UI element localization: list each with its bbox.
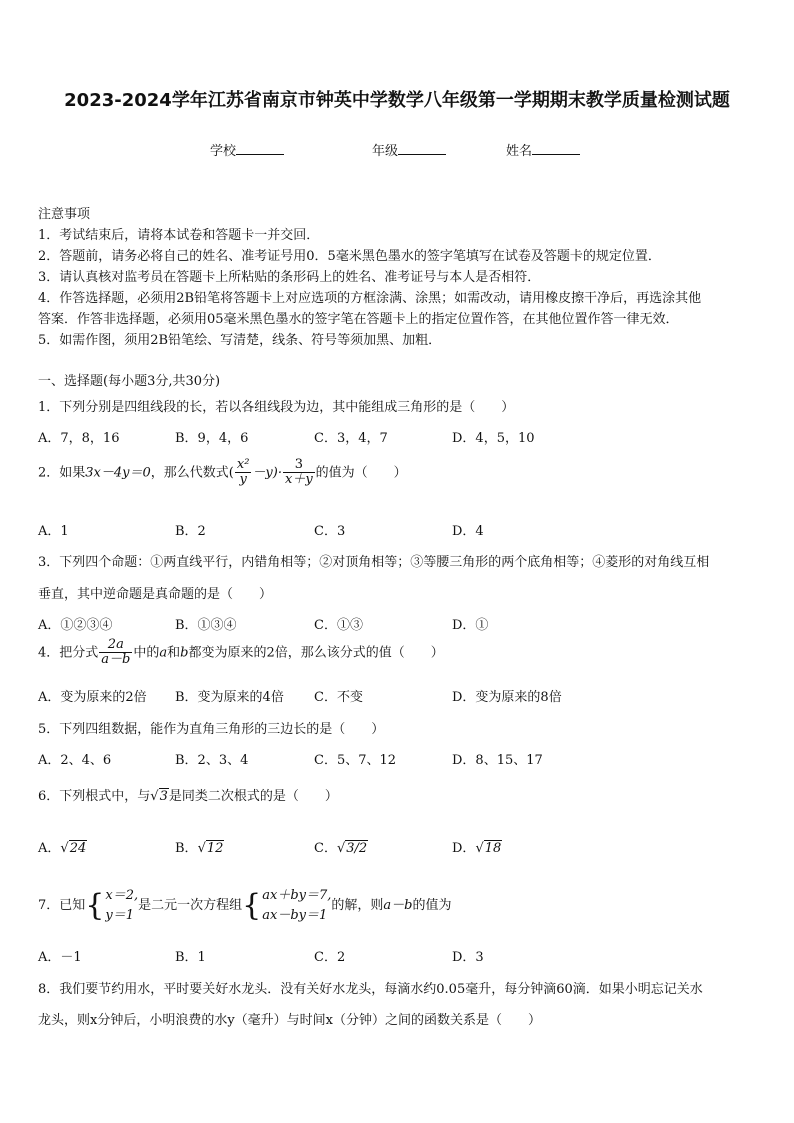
grade-field	[372, 140, 446, 159]
q6-option-b	[175, 837, 224, 856]
q6-radicand: 3	[159, 789, 168, 804]
q7-sol-y: y＝1	[105, 907, 134, 923]
q6-option-a-radicand: 24	[69, 841, 87, 856]
q7-option-d: D．3	[452, 950, 484, 965]
question-3-stem-line-2: 垂直，其中逆命题是真命题的是（ ）	[38, 587, 273, 602]
q7-equation-system	[262, 886, 331, 925]
question-3-stem-line-1: 3．下列四个命题：①两直线平行，内错角相等；②对顶角相等；③等腰三角形的两个底角相等；④菱形的对角线互相	[38, 555, 710, 570]
q7-prefix: 7．已知	[38, 898, 86, 913]
q7-eq-2: ax－by＝1	[262, 907, 328, 923]
q6-option-a-label: A．	[38, 841, 61, 856]
question-6-stem	[38, 785, 338, 804]
q4-option-b: B．变为原来的4倍	[175, 690, 284, 705]
question-2-stem	[38, 458, 407, 488]
q5-option-a: A．2、4、6	[38, 753, 112, 768]
q6-option-a	[38, 837, 87, 856]
q2-option-a: A．1	[38, 524, 69, 539]
notice-heading: 注意事项	[38, 207, 91, 222]
grade-label: 年级	[372, 144, 399, 159]
q3-option-d: D．①	[452, 618, 489, 633]
question-5-stem: 5．下列四组数据，能作为直角三角形的三边长的是（ ）	[38, 722, 385, 737]
q2-mid: ，那么代数式	[150, 465, 229, 481]
question-1-stem: 1．下列分别是四组线段的长，若以各组线段为边，其中能组成三角形的是（ ）	[38, 400, 515, 415]
q4-prefix: 4．把分式	[38, 645, 99, 661]
q4-option-a: A．变为原来的2倍	[38, 690, 147, 705]
q3-option-c: C．①③	[314, 618, 363, 633]
q5-option-b: B．2、3、4	[175, 753, 249, 768]
q2-option-d: D．4	[452, 524, 484, 539]
q6-option-a-sqrt: √24	[60, 841, 87, 856]
q4-frac-num: 2a	[99, 638, 132, 653]
q6-option-d-radicand: 18	[484, 841, 502, 856]
q5-option-d: D．8、15、17	[452, 753, 543, 768]
question-8-stem-line-1: 8．我们要节约用水，平时要关好水龙头．没有关好水龙头，每滴水约0.05毫升，每分钟滴60滴．如果小明忘记关水	[38, 982, 703, 997]
q6-sqrt: √3	[150, 789, 168, 804]
q4-and: 和	[167, 645, 181, 661]
q2-option-b: B．2	[175, 524, 206, 539]
notice-item: 3．请认真核对监考员在答题卡上所粘贴的条形码上的姓名、准考证号与本人是否相符．	[38, 270, 541, 285]
school-field	[210, 140, 284, 159]
notice-item: 4．作答选择题，必须用2B铅笔将答题卡上对应选项的方框涂满、涂黑；如需改动，请用橡皮擦干净后，再选涂其他	[38, 291, 702, 306]
q6-option-b-label: B．	[175, 841, 198, 856]
q2-fraction-2	[283, 458, 315, 488]
q4-fraction	[99, 638, 132, 668]
q3-option-b: B．①③④	[175, 618, 237, 633]
q7-eq-1: ax＋by＝7,	[262, 888, 332, 903]
school-label: 学校	[210, 144, 237, 159]
q6-prefix: 6．下列根式中，与	[38, 789, 151, 804]
q3-option-a: A．①②③④	[38, 618, 113, 633]
q2-option-c: C．3	[314, 524, 346, 539]
name-field	[506, 140, 580, 159]
q7-sol-x: x＝2,	[105, 888, 139, 903]
q6-option-d	[452, 837, 502, 856]
notice-item: 答案．作答非选择题，必须用05毫米黑色墨水的签字笔在答题卡上的指定位置作答，在其他位置作答一律无效．	[38, 312, 679, 327]
q7-brace-2: {	[242, 888, 262, 923]
notice-item: 5．如需作图，须用2B铅笔绘、写清楚，线条、符号等须加黑、加粗．	[38, 333, 442, 348]
q6-option-c-radicand: 3/2	[346, 841, 368, 856]
q6-option-c-sqrt: √3/2	[336, 841, 368, 856]
q6-option-b-radicand: 12	[206, 841, 224, 856]
q1-option-d: D．4，5，10	[452, 431, 535, 446]
q7-expr: a－b	[383, 898, 413, 913]
grade-blank	[398, 142, 446, 155]
q7-tail: 的值为	[412, 898, 452, 913]
q6-option-c-label: C．	[314, 841, 337, 856]
q4-var-a: a	[159, 645, 168, 661]
q7-mid: 是二元一次方程组	[138, 898, 243, 913]
q1-option-a: A．7，8，16	[38, 431, 120, 446]
question-4-stem	[38, 638, 444, 668]
q6-option-b-sqrt: √12	[197, 841, 224, 856]
question-7-stem	[38, 886, 452, 925]
q4-frac-den: a－b	[101, 652, 131, 668]
question-8-stem-line-2: 龙头，则x分钟后，小明浪费的水y（毫升）与时间x（分钟）之间的函数关系是（ ）	[38, 1013, 542, 1028]
q7-option-c: C．2	[314, 950, 346, 965]
exam-title: 2023-2024学年江苏省南京市钟英中学数学八年级第一学期期末教学质量检测试题	[64, 90, 730, 111]
q4-suffix-1: 中的	[133, 645, 160, 661]
school-blank	[236, 142, 284, 155]
q4-suffix-2: 都变为原来的2倍，那么该分式的值（ ）	[188, 645, 444, 661]
q2-frac1-num: x²	[236, 457, 250, 472]
q2-paren: (	[228, 465, 234, 481]
section-heading: 一、选择题(每小题3分,共30分)	[38, 374, 221, 389]
notice-item: 1．考试结束后，请将本试卷和答题卡一并交回．	[38, 228, 320, 243]
q6-option-d-label: D．	[452, 841, 476, 856]
q2-suffix: 的值为（ ）	[315, 465, 407, 481]
q2-prefix: 2．如果	[38, 465, 86, 481]
q7-option-b: B．1	[175, 950, 206, 965]
q1-option-b: B．9，4，6	[175, 431, 249, 446]
q2-minus-y: －y)·	[252, 465, 282, 481]
name-label: 姓名	[506, 144, 533, 159]
q5-option-c: C．5、7、12	[314, 753, 397, 768]
q1-option-c: C．3，4，7	[314, 431, 388, 446]
q7-brace-1: {	[85, 888, 105, 923]
q7-solution-system	[105, 886, 138, 925]
q2-frac1-den: y	[239, 472, 247, 488]
q2-frac2-den: x＋y	[284, 472, 313, 488]
notice-item: 2．答题前，请务必将自己的姓名、准考证号用0．5毫米黑色墨水的签字笔填写在试卷及答题卡的规定位置．	[38, 249, 661, 264]
q4-var-b: b	[180, 645, 189, 661]
q4-option-c: C．不变	[314, 690, 363, 705]
q2-equation: 3x－4y＝0	[85, 465, 151, 481]
q6-option-c	[314, 837, 368, 856]
q2-frac2-num: 3	[283, 458, 315, 473]
q7-suffix: 的解，则	[331, 898, 384, 913]
q4-option-d: D．变为原来的8倍	[452, 690, 562, 705]
name-blank	[532, 142, 580, 155]
q6-option-d-sqrt: √18	[475, 841, 502, 856]
q7-option-a: A．－1	[38, 950, 82, 965]
q2-fraction-1	[235, 458, 252, 488]
q6-suffix: 是同类二次根式的是（ ）	[168, 789, 338, 804]
